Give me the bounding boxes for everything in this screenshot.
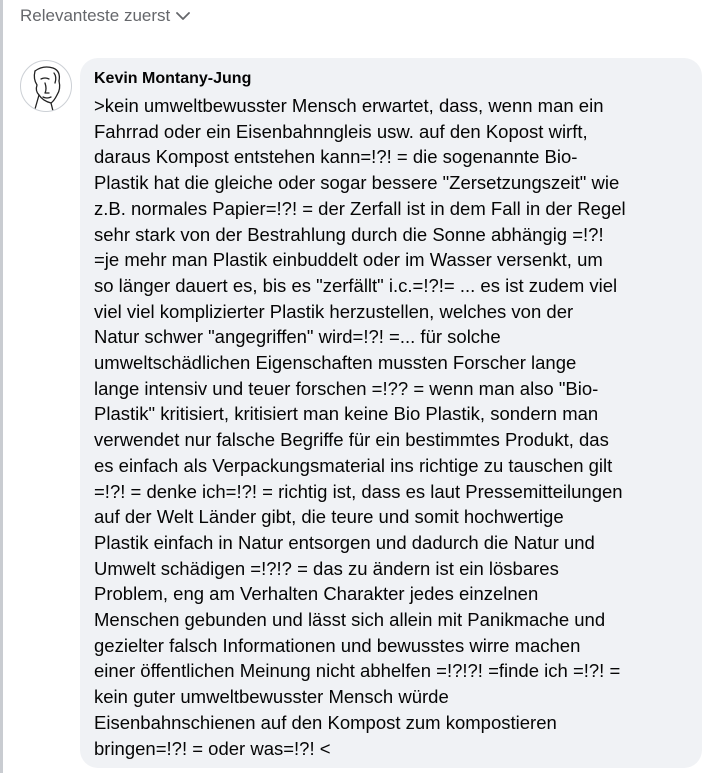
- comment-line: so länger dauert es, bis es "zerfällt" i.c.=!?!= ... es ist zudem viel: [94, 274, 618, 296]
- avatar[interactable]: [20, 60, 72, 112]
- comment-line: =!?! = denke ich=!?! = richtig ist, dass es laut Pressemitteilungen: [94, 480, 623, 502]
- comment-line: Eisenbahnschienen auf den Kompost zum kompostieren: [94, 711, 557, 733]
- comment-line: einer öffentlichen Meinung nicht abhelfen =!?!?! =finde ich =!?! =: [94, 660, 621, 682]
- comment-line: lange intensiv und teuer forschen =!?? = wenn man also "Bio-: [94, 377, 599, 399]
- comment-line: es einfach als Verpackungsmaterial ins richtige zu tauschen gilt: [94, 454, 613, 476]
- sort-label: Relevanteste zuerst: [20, 6, 171, 25]
- comment-line: Natur schwer "angegriffen" wird=!?! =... für solche: [94, 326, 501, 348]
- thread-line: [0, 0, 3, 773]
- comment-line: Umwelt schädigen =!?!? = das zu ändern ist ein lösbares: [94, 557, 559, 579]
- comment-line: =je mehr man Plastik einbuddelt oder im Wasser versenkt, um: [94, 249, 603, 271]
- comment-text: [94, 93, 692, 761]
- comment-line: sehr stark von der Bestrahlung durch die Sonne abhängig =!?!: [94, 223, 604, 245]
- comment-line: viel viel komplizierter Plastik herzustellen, welches von der: [94, 300, 574, 322]
- comment-line: z.B. normales Papier=!?! = der Zerfall ist in dem Fall in der Regel: [94, 197, 626, 219]
- comment-line: Plastik hat die gleiche oder sogar bessere "Zersetzungszeit" wie: [94, 172, 620, 194]
- comment-line: auf der Welt Länder gibt, die teure und somit hochwertige: [94, 506, 564, 528]
- comment-line: Fahrrad oder ein Eisenbahnngleis usw. auf den Kopost wirft,: [94, 120, 588, 142]
- comment-line: verwendet nur falsche Begriffe für ein bestimmtes Produkt, das: [94, 429, 609, 451]
- comment-line: Plastik einfach in Natur entsorgen und dadurch die Natur und: [94, 531, 595, 553]
- comment-line: kein guter umweltbewusster Mensch würde: [94, 686, 449, 708]
- comment-line: Problem, eng am Verhalten Charakter jedes einzelnen: [94, 583, 539, 605]
- comment-line: Plastik" kritisiert, kritisiert man keine Bio Plastik, sondern man: [94, 403, 599, 425]
- comment-sort-dropdown[interactable]: [20, 4, 190, 28]
- face-sketch-icon: [21, 61, 72, 112]
- comment-line: daraus Kompost entstehen kann=!?! = die sogenannte Bio-: [94, 146, 578, 168]
- comment-line: gezielter falsch Informationen und bewusstes wirre machen: [94, 634, 581, 656]
- chevron-down-icon: [176, 11, 190, 21]
- comment-line: Menschen gebunden und lässt sich allein mit Panikmache und: [94, 609, 606, 631]
- comment-line: umweltschädlichen Eigenschaften mussten Forscher lange: [94, 352, 577, 374]
- comment-author[interactable]: Kevin Montany-Jung: [94, 70, 252, 87]
- comment-bubble: [80, 58, 702, 768]
- comment-line: >kein umweltbewusster Mensch erwartet, dass, wenn man ein: [94, 95, 604, 116]
- comment-line: bringen=!?! = oder was=!?! <: [94, 737, 331, 759]
